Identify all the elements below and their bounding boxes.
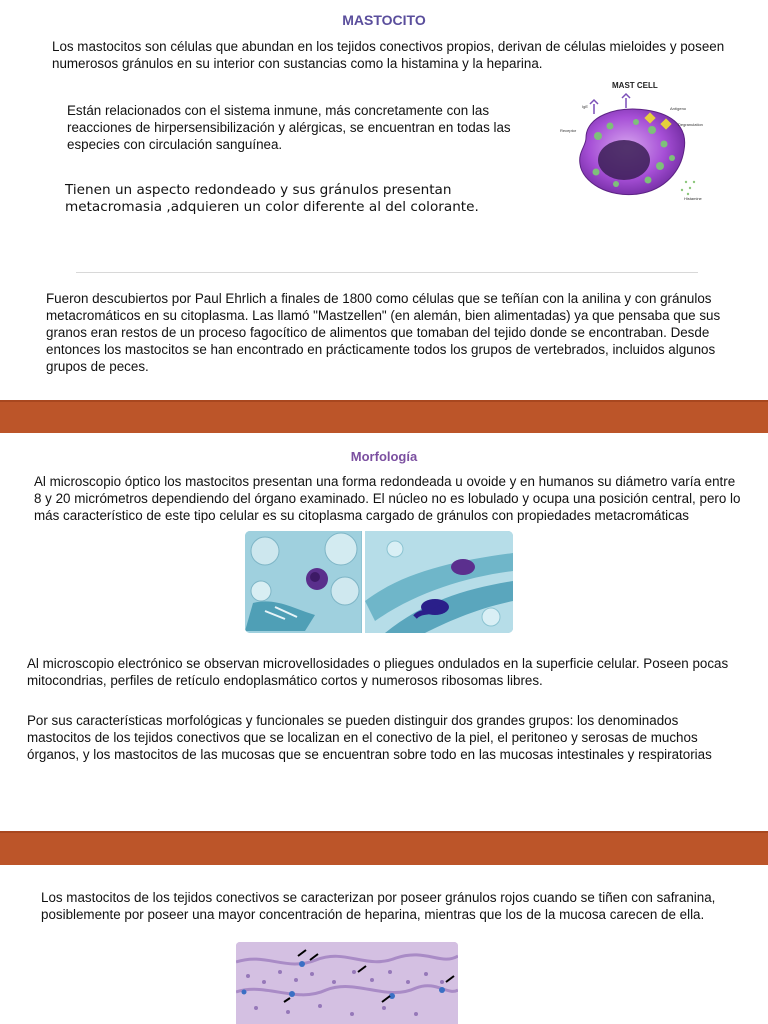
section-divider	[76, 272, 698, 273]
mast-cell-illustration	[556, 78, 714, 216]
mucosa-micrograph	[236, 942, 458, 1024]
electron-microscope-paragraph: Al microscopio electrónico se observan microvellosidades o pliegues ondulados en la superficie celular. Poseen pocas mitocondrias, perfiles de retículo endoplasmático cortos y numerosos ribosomas libres.	[27, 656, 729, 688]
safranina-paragraph: Los mastocitos de los tejidos conectivos se caracterizan por poseer gránulos rojos cuando se tiñen con safranina, posiblemente por poseer una mayor concentración de heparina, mientras que los de la mucosa carecen de ella.	[41, 890, 716, 922]
history-paragraph: Fueron descubiertos por Paul Ehrlich a finales de 1800 como células que se teñían con la anilina y con gránulos metacromáticos en su citoplasma. Las llamó "Mastzellen" (en alemán, bien alimentadas) ya que pensaba que sus granos eran restos de un proceso fagocítico de alimentos que tomaban del tejido donde se encontraban. Desde entonces los mastocitos se han encontrado en prácticamente todos los grupos de vertebrados, incluidos algunos grupos de peces.	[46, 291, 721, 374]
immune-paragraph: Están relacionados con el sistema inmune, más concretamente con las reacciones de hirpersensibilización y alérgicas, se encuentran en todas las especies con circulación sanguínea.	[67, 103, 511, 152]
intro-paragraph: Los mastocitos son células que abundan en los tejidos conectivos propios, derivan de células mieloides y poseen numerosos gránulos en su interior con sustancias como la histamina y la heparina.	[52, 39, 725, 71]
groups-paragraph: Por sus características morfológicas y funcionales se pueden distinguir dos grandes grupos: los denominados mastocitos de los tejidos conectivos que se localizan en el conectivo de la piel, el peritoneo y serosas de muchos órganos, y los mastocitos de las mucosas que se encuentran sobre todo en las mucosas intestinales y respiratorias	[27, 713, 712, 762]
micrograph-pair	[245, 531, 513, 633]
orange-separator-band	[0, 400, 768, 433]
morfologia-heading: Morfología	[350, 449, 418, 464]
optical-microscope-paragraph: Al microscopio óptico los mastocitos presentan una forma redondeada u ovoide y en humanos su diámetro varía entre 8 y 20 micrómetros dependiendo del órgano examinado. El núcleo no es lobulado y ocupa una posición central, pero lo más característico de este tipo celular es su citoplasma cargado de gránulos con propiedades metacromáticas	[34, 474, 741, 523]
orange-separator-band-2	[0, 831, 768, 865]
mast-cell-figure	[556, 78, 714, 216]
histamine-label: Histamine	[684, 196, 702, 201]
aspect-paragraph: Tienen un aspecto redondeado y sus gránulos presentan metacromasia ,adquieren un color diferente al del colorante.	[65, 182, 479, 215]
mast-cell-caption: MAST CELL	[612, 81, 658, 90]
ige-label: IgE	[582, 104, 589, 109]
receptor-label: Receptor	[560, 128, 577, 133]
antigen-label: Antígeno	[670, 106, 687, 111]
degranulation-label: Degranulation	[678, 122, 703, 127]
page-title: MASTOCITO	[342, 12, 426, 28]
